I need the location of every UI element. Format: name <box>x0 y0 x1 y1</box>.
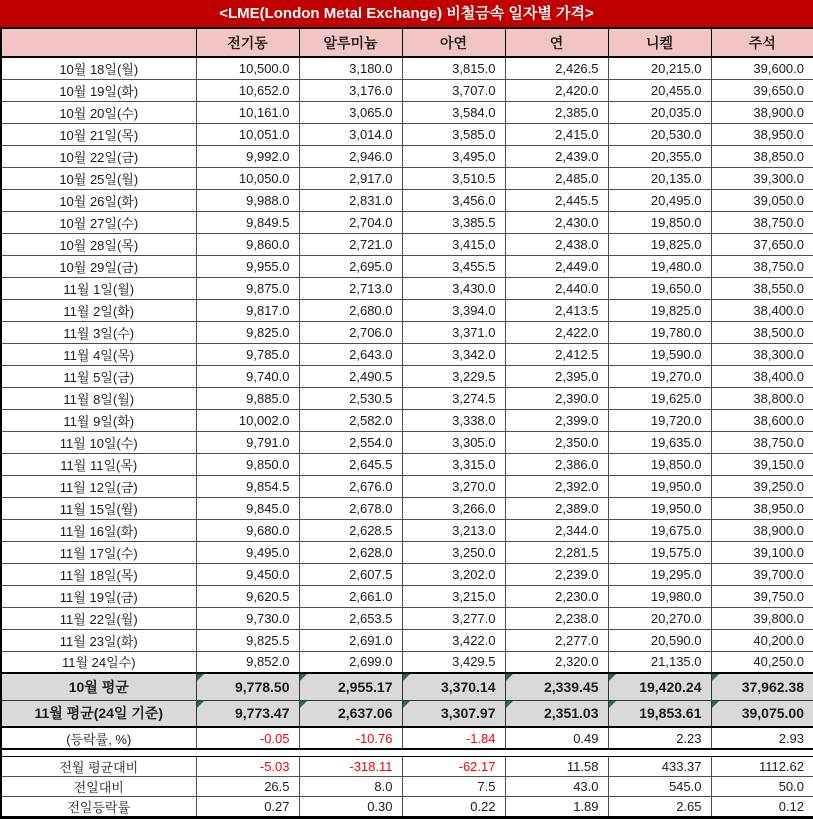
value-cell: 38,400.0 <box>711 365 813 387</box>
value-cell: 2,643.0 <box>299 343 402 365</box>
value-cell: 38,950.0 <box>711 123 813 145</box>
value-cell: 2,661.0 <box>299 585 402 607</box>
table-row <box>1 519 813 541</box>
value-cell: 19,950.0 <box>608 497 711 519</box>
value-cell: 9,495.0 <box>196 541 299 563</box>
column-header-row <box>1 29 813 57</box>
value-cell: 2,426.5 <box>505 57 608 79</box>
value-cell: 0.12 <box>711 796 813 817</box>
value-cell: 39,050.0 <box>711 189 813 211</box>
value-cell: 2,438.0 <box>505 233 608 255</box>
value-cell: 20,455.0 <box>608 79 711 101</box>
value-cell: 20,355.0 <box>608 145 711 167</box>
value-cell: 2,339.45 <box>505 673 608 700</box>
value-cell: 9,875.0 <box>196 277 299 299</box>
comparison-section <box>1 749 813 817</box>
table-row <box>1 607 813 629</box>
table-row <box>1 585 813 607</box>
value-cell: 3,584.0 <box>402 101 505 123</box>
value-cell: 38,800.0 <box>711 387 813 409</box>
value-cell: 19,295.0 <box>608 563 711 585</box>
table-row <box>1 79 813 101</box>
value-cell: 2,415.0 <box>505 123 608 145</box>
value-cell: 2,449.0 <box>505 255 608 277</box>
date-cell: 11월 4일(목) <box>1 343 196 365</box>
date-cell: 10월 26일(화) <box>1 189 196 211</box>
value-cell: 50.0 <box>711 776 813 796</box>
value-cell: 19,590.0 <box>608 343 711 365</box>
value-cell: 2,390.0 <box>505 387 608 409</box>
value-cell: 21,135.0 <box>608 651 711 673</box>
date-cell: 11월 9일(화) <box>1 409 196 431</box>
value-cell: 2,699.0 <box>299 651 402 673</box>
value-cell: 2.65 <box>608 796 711 817</box>
value-cell: 2,490.5 <box>299 365 402 387</box>
date-cell: 11월 1일(월) <box>1 277 196 299</box>
value-cell: 3,315.0 <box>402 453 505 475</box>
value-cell: 2,399.0 <box>505 409 608 431</box>
value-cell: 9,620.5 <box>196 585 299 607</box>
change-rate-label: (등락률, %) <box>1 727 196 749</box>
value-cell: 2,680.0 <box>299 299 402 321</box>
date-cell: 11월 3일(수) <box>1 321 196 343</box>
excel-error-flag-icon <box>403 701 410 708</box>
table-row <box>1 453 813 475</box>
value-cell: 2,628.5 <box>299 519 402 541</box>
table-row <box>1 101 813 123</box>
table-row <box>1 145 813 167</box>
change-rate-section <box>1 727 813 749</box>
comparison-label: 전일대비 <box>1 776 196 796</box>
value-cell: 9,791.0 <box>196 431 299 453</box>
table-row <box>1 541 813 563</box>
table-row <box>1 167 813 189</box>
value-cell: -1.84 <box>402 727 505 749</box>
value-cell: 19,675.0 <box>608 519 711 541</box>
value-cell: 2,440.0 <box>505 277 608 299</box>
value-cell: 3,430.0 <box>402 277 505 299</box>
value-cell: 38,300.0 <box>711 343 813 365</box>
value-cell: 9,955.0 <box>196 255 299 277</box>
value-cell: 2,351.03 <box>505 700 608 727</box>
value-cell: 9,992.0 <box>196 145 299 167</box>
value-cell: 10,161.0 <box>196 101 299 123</box>
value-cell: 19,270.0 <box>608 365 711 387</box>
excel-error-flag-icon <box>609 701 616 708</box>
value-cell: 9,778.50 <box>196 673 299 700</box>
value-cell: 2,678.0 <box>299 497 402 519</box>
value-cell: 2,238.0 <box>505 607 608 629</box>
value-cell: 9,773.47 <box>196 700 299 727</box>
comparison-row <box>1 776 813 796</box>
value-cell: 3,415.0 <box>402 233 505 255</box>
date-cell: 11월 2일(화) <box>1 299 196 321</box>
excel-error-flag-icon <box>506 701 513 708</box>
table-row <box>1 651 813 673</box>
value-cell: 2,430.0 <box>505 211 608 233</box>
date-cell: 11월 11일(목) <box>1 453 196 475</box>
daily-rows <box>1 57 813 673</box>
value-cell: 39,075.00 <box>711 700 813 727</box>
value-cell: 0.22 <box>402 796 505 817</box>
excel-error-flag-icon <box>197 701 204 708</box>
value-cell: 2,422.0 <box>505 321 608 343</box>
excel-error-flag-icon <box>300 701 307 708</box>
value-cell: 38,550.0 <box>711 277 813 299</box>
value-cell: 19,853.61 <box>608 700 711 727</box>
value-cell: 38,900.0 <box>711 519 813 541</box>
value-cell: 2,704.0 <box>299 211 402 233</box>
date-cell: 10월 22일(금) <box>1 145 196 167</box>
value-cell: 3,422.0 <box>402 629 505 651</box>
value-cell: 38,900.0 <box>711 101 813 123</box>
value-cell: 2,721.0 <box>299 233 402 255</box>
date-cell: 10월 20일(수) <box>1 101 196 123</box>
column-header: 주석 <box>711 29 813 57</box>
value-cell: 3,180.0 <box>299 57 402 79</box>
summary-label: 10월 평균 <box>1 673 196 700</box>
value-cell: 19,850.0 <box>608 453 711 475</box>
date-cell: 11월 24일수) <box>1 651 196 673</box>
value-cell: 9,885.0 <box>196 387 299 409</box>
table-row <box>1 563 813 585</box>
value-cell: 9,849.5 <box>196 211 299 233</box>
value-cell: 2,607.5 <box>299 563 402 585</box>
excel-error-flag-icon <box>506 674 513 681</box>
date-cell: 10월 28일(목) <box>1 233 196 255</box>
table-row <box>1 233 813 255</box>
value-cell: 3,277.0 <box>402 607 505 629</box>
value-cell: 3,305.0 <box>402 431 505 453</box>
table-row <box>1 277 813 299</box>
value-cell: 38,850.0 <box>711 145 813 167</box>
date-cell: 11월 23일(화) <box>1 629 196 651</box>
value-cell: 2,395.0 <box>505 365 608 387</box>
value-cell: 2,386.0 <box>505 453 608 475</box>
value-cell: 11.58 <box>505 756 608 776</box>
table-row <box>1 211 813 233</box>
summary-row <box>1 673 813 700</box>
value-cell: -318.11 <box>299 756 402 776</box>
date-cell: 11월 18일(목) <box>1 563 196 585</box>
date-cell: 10월 29일(금) <box>1 255 196 277</box>
value-cell: 8.0 <box>299 776 402 796</box>
table-row <box>1 431 813 453</box>
value-cell: 39,100.0 <box>711 541 813 563</box>
value-cell: 3,815.0 <box>402 57 505 79</box>
value-cell: 19,850.0 <box>608 211 711 233</box>
date-cell: 11월 12일(금) <box>1 475 196 497</box>
value-cell: 2,831.0 <box>299 189 402 211</box>
value-cell: 9,845.0 <box>196 497 299 519</box>
value-cell: 2,439.0 <box>505 145 608 167</box>
table-row <box>1 189 813 211</box>
value-cell: 2,946.0 <box>299 145 402 167</box>
value-cell: 9,850.0 <box>196 453 299 475</box>
date-cell: 10월 27일(수) <box>1 211 196 233</box>
value-cell: 2,713.0 <box>299 277 402 299</box>
value-cell: 2,350.0 <box>505 431 608 453</box>
empty-header-cell <box>1 29 196 57</box>
value-cell: 3,707.0 <box>402 79 505 101</box>
value-cell: 9,852.0 <box>196 651 299 673</box>
value-cell: 38,750.0 <box>711 255 813 277</box>
value-cell: 3,213.0 <box>402 519 505 541</box>
date-cell: 10월 25일(월) <box>1 167 196 189</box>
date-cell: 11월 10일(수) <box>1 431 196 453</box>
value-cell: 3,229.5 <box>402 365 505 387</box>
date-cell: 10월 19일(화) <box>1 79 196 101</box>
change-rate-row <box>1 727 813 749</box>
value-cell: 19,480.0 <box>608 255 711 277</box>
table-row <box>1 255 813 277</box>
value-cell: 19,625.0 <box>608 387 711 409</box>
value-cell: 9,450.0 <box>196 563 299 585</box>
value-cell: 3,394.0 <box>402 299 505 321</box>
date-cell: 11월 17일(수) <box>1 541 196 563</box>
value-cell: 3,202.0 <box>402 563 505 585</box>
table-row <box>1 629 813 651</box>
value-cell: 3,385.5 <box>402 211 505 233</box>
value-cell: 2,676.0 <box>299 475 402 497</box>
table-row <box>1 497 813 519</box>
value-cell: 39,650.0 <box>711 79 813 101</box>
value-cell: 3,014.0 <box>299 123 402 145</box>
value-cell: 19,825.0 <box>608 299 711 321</box>
comparison-label: 전월 평균대비 <box>1 756 196 776</box>
lme-price-table <box>0 29 813 819</box>
value-cell: 2,385.0 <box>505 101 608 123</box>
value-cell: -10.76 <box>299 727 402 749</box>
comparison-row <box>1 796 813 817</box>
value-cell: 38,400.0 <box>711 299 813 321</box>
date-cell: 11월 19일(금) <box>1 585 196 607</box>
value-cell: 9,817.0 <box>196 299 299 321</box>
value-cell: 19,825.0 <box>608 233 711 255</box>
value-cell: 37,962.38 <box>711 673 813 700</box>
value-cell: 2,239.0 <box>505 563 608 585</box>
value-cell: -0.05 <box>196 727 299 749</box>
value-cell: 40,200.0 <box>711 629 813 651</box>
value-cell: 3,429.5 <box>402 651 505 673</box>
excel-error-flag-icon <box>197 674 204 681</box>
value-cell: 2,420.0 <box>505 79 608 101</box>
value-cell: 38,600.0 <box>711 409 813 431</box>
date-cell: 11월 15일(월) <box>1 497 196 519</box>
value-cell: 19,950.0 <box>608 475 711 497</box>
value-cell: 2,230.0 <box>505 585 608 607</box>
value-cell: 43.0 <box>505 776 608 796</box>
comparison-label: 전일등락률 <box>1 796 196 817</box>
value-cell: 10,050.0 <box>196 167 299 189</box>
value-cell: 9,825.0 <box>196 321 299 343</box>
value-cell: 38,950.0 <box>711 497 813 519</box>
value-cell: 2,653.5 <box>299 607 402 629</box>
value-cell: 2,281.5 <box>505 541 608 563</box>
value-cell: 19,575.0 <box>608 541 711 563</box>
value-cell: -62.17 <box>402 756 505 776</box>
value-cell: 39,700.0 <box>711 563 813 585</box>
value-cell: 39,250.0 <box>711 475 813 497</box>
value-cell: 38,750.0 <box>711 431 813 453</box>
value-cell: 2,695.0 <box>299 255 402 277</box>
value-cell: 3,266.0 <box>402 497 505 519</box>
value-cell: 2,530.5 <box>299 387 402 409</box>
value-cell: 38,750.0 <box>711 211 813 233</box>
value-cell: 9,825.5 <box>196 629 299 651</box>
excel-error-flag-icon <box>300 674 307 681</box>
value-cell: -5.03 <box>196 756 299 776</box>
value-cell: 19,980.0 <box>608 585 711 607</box>
value-cell: 2,413.5 <box>505 299 608 321</box>
value-cell: 40,250.0 <box>711 651 813 673</box>
table-row <box>1 343 813 365</box>
column-header: 알루미늄 <box>299 29 402 57</box>
summary-label: 11월 평균(24일 기준) <box>1 700 196 727</box>
value-cell: 1112.62 <box>711 756 813 776</box>
date-cell: 10월 18일(월) <box>1 57 196 79</box>
column-header: 연 <box>505 29 608 57</box>
excel-error-flag-icon <box>712 674 719 681</box>
summary-row <box>1 700 813 727</box>
value-cell: 20,215.0 <box>608 57 711 79</box>
value-cell: 7.5 <box>402 776 505 796</box>
value-cell: 2,412.5 <box>505 343 608 365</box>
value-cell: 3,270.0 <box>402 475 505 497</box>
value-cell: 10,652.0 <box>196 79 299 101</box>
value-cell: 20,035.0 <box>608 101 711 123</box>
value-cell: 2.93 <box>711 727 813 749</box>
excel-error-flag-icon <box>403 674 410 681</box>
value-cell: 10,051.0 <box>196 123 299 145</box>
table-title: <LME(London Metal Exchange) 비철금속 일자별 가격> <box>0 0 813 29</box>
value-cell: 39,600.0 <box>711 57 813 79</box>
date-cell: 10월 21일(목) <box>1 123 196 145</box>
date-cell: 11월 5일(금) <box>1 365 196 387</box>
value-cell: 2,392.0 <box>505 475 608 497</box>
value-cell: 9,730.0 <box>196 607 299 629</box>
value-cell: 38,500.0 <box>711 321 813 343</box>
value-cell: 19,650.0 <box>608 277 711 299</box>
date-cell: 11월 8일(월) <box>1 387 196 409</box>
value-cell: 37,650.0 <box>711 233 813 255</box>
value-cell: 39,800.0 <box>711 607 813 629</box>
value-cell: 3,307.97 <box>402 700 505 727</box>
table-row <box>1 299 813 321</box>
value-cell: 545.0 <box>608 776 711 796</box>
value-cell: 39,750.0 <box>711 585 813 607</box>
table-row <box>1 387 813 409</box>
value-cell: 3,371.0 <box>402 321 505 343</box>
value-cell: 3,510.5 <box>402 167 505 189</box>
value-cell: 9,740.0 <box>196 365 299 387</box>
value-cell: 19,720.0 <box>608 409 711 431</box>
value-cell: 2,320.0 <box>505 651 608 673</box>
value-cell: 0.49 <box>505 727 608 749</box>
table-row <box>1 123 813 145</box>
date-cell: 11월 22일(월) <box>1 607 196 629</box>
summary-rows <box>1 673 813 727</box>
value-cell: 3,370.14 <box>402 673 505 700</box>
value-cell: 9,785.0 <box>196 343 299 365</box>
value-cell: 20,270.0 <box>608 607 711 629</box>
value-cell: 9,854.5 <box>196 475 299 497</box>
value-cell: 1.89 <box>505 796 608 817</box>
value-cell: 2,485.0 <box>505 167 608 189</box>
value-cell: 19,420.24 <box>608 673 711 700</box>
value-cell: 20,590.0 <box>608 629 711 651</box>
value-cell: 0.30 <box>299 796 402 817</box>
table-row <box>1 57 813 79</box>
value-cell: 2,554.0 <box>299 431 402 453</box>
table-row <box>1 409 813 431</box>
excel-error-flag-icon <box>712 701 719 708</box>
value-cell: 19,780.0 <box>608 321 711 343</box>
value-cell: 2,917.0 <box>299 167 402 189</box>
column-header: 아연 <box>402 29 505 57</box>
value-cell: 9,680.0 <box>196 519 299 541</box>
value-cell: 2,691.0 <box>299 629 402 651</box>
comparison-row <box>1 756 813 776</box>
value-cell: 9,860.0 <box>196 233 299 255</box>
value-cell: 2,582.0 <box>299 409 402 431</box>
value-cell: 39,150.0 <box>711 453 813 475</box>
value-cell: 20,135.0 <box>608 167 711 189</box>
value-cell: 3,342.0 <box>402 343 505 365</box>
value-cell: 9,988.0 <box>196 189 299 211</box>
table-row <box>1 321 813 343</box>
value-cell: 3,065.0 <box>299 101 402 123</box>
value-cell: 2,645.5 <box>299 453 402 475</box>
value-cell: 2,706.0 <box>299 321 402 343</box>
value-cell: 19,635.0 <box>608 431 711 453</box>
value-cell: 39,300.0 <box>711 167 813 189</box>
excel-error-flag-icon <box>609 674 616 681</box>
value-cell: 2,445.5 <box>505 189 608 211</box>
table-row <box>1 365 813 387</box>
column-header: 전기동 <box>196 29 299 57</box>
value-cell: 0.27 <box>196 796 299 817</box>
value-cell: 20,495.0 <box>608 189 711 211</box>
value-cell: 2,955.17 <box>299 673 402 700</box>
value-cell: 2,628.0 <box>299 541 402 563</box>
value-cell: 2,389.0 <box>505 497 608 519</box>
value-cell: 3,250.0 <box>402 541 505 563</box>
value-cell: 3,495.0 <box>402 145 505 167</box>
value-cell: 10,002.0 <box>196 409 299 431</box>
value-cell: 3,176.0 <box>299 79 402 101</box>
value-cell: 26.5 <box>196 776 299 796</box>
column-header: 니켈 <box>608 29 711 57</box>
value-cell: 20,530.0 <box>608 123 711 145</box>
section-spacer <box>1 749 813 756</box>
value-cell: 2,344.0 <box>505 519 608 541</box>
value-cell: 433.37 <box>608 756 711 776</box>
date-cell: 11월 16일(화) <box>1 519 196 541</box>
value-cell: 2,277.0 <box>505 629 608 651</box>
value-cell: 3,274.5 <box>402 387 505 409</box>
value-cell: 3,338.0 <box>402 409 505 431</box>
value-cell: 3,585.0 <box>402 123 505 145</box>
value-cell: 3,456.0 <box>402 189 505 211</box>
value-cell: 2,637.06 <box>299 700 402 727</box>
table-row <box>1 475 813 497</box>
value-cell: 2.23 <box>608 727 711 749</box>
value-cell: 10,500.0 <box>196 57 299 79</box>
value-cell: 3,215.0 <box>402 585 505 607</box>
value-cell: 3,455.5 <box>402 255 505 277</box>
